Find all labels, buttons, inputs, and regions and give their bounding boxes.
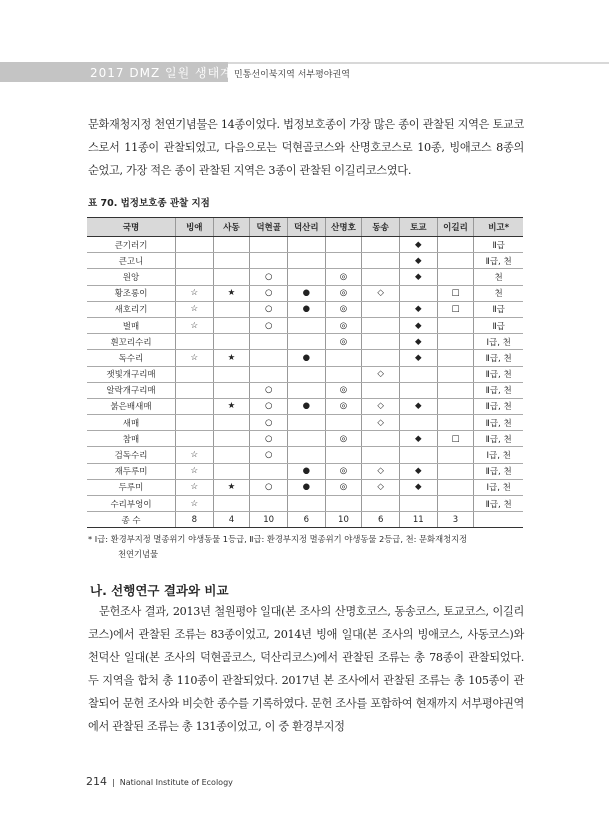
table-cell: ★ xyxy=(213,398,250,414)
footer-organization: National Institute of Ecology xyxy=(119,778,233,787)
table-cell: ◆ xyxy=(399,479,437,495)
table-cell xyxy=(362,382,400,398)
table-cell: Ⅰ급, 천 xyxy=(474,334,523,350)
table-cell: ◇ xyxy=(362,366,400,382)
table-cell xyxy=(474,512,523,528)
species-name-cell: 재두루미 xyxy=(87,463,176,479)
table-cell xyxy=(287,317,325,333)
table-cell: ☆ xyxy=(176,496,214,512)
species-name-cell: 붉은배새매 xyxy=(87,398,176,414)
column-header: 덕현골 xyxy=(250,218,288,237)
column-header: 덕산리 xyxy=(287,218,325,237)
table-cell: ◎ xyxy=(325,382,362,398)
table-cell: ◇ xyxy=(362,415,400,431)
table-cell xyxy=(213,431,250,447)
table-cell xyxy=(213,237,250,253)
footnote-continuation: 천연기념물 xyxy=(118,549,159,559)
table-row xyxy=(87,269,523,285)
table-cell: ◆ xyxy=(399,398,437,414)
table-cell: Ⅰ급, 천 xyxy=(474,447,523,463)
table-cell xyxy=(399,496,437,512)
table-cell: □ xyxy=(437,285,474,301)
table-cell xyxy=(287,431,325,447)
table-cell xyxy=(437,479,474,495)
table-cell xyxy=(437,350,474,366)
table-cell: ◎ xyxy=(325,398,362,414)
page-number: 214 xyxy=(86,775,107,788)
table-cell xyxy=(176,334,214,350)
table-footnote xyxy=(88,532,528,562)
table-cell: ○ xyxy=(250,398,288,414)
table-cell: ◆ xyxy=(399,237,437,253)
table-cell: ● xyxy=(287,285,325,301)
table-row xyxy=(87,317,523,333)
table-cell: 10 xyxy=(325,512,362,528)
table-cell: ○ xyxy=(250,269,288,285)
table-cell: ◇ xyxy=(362,479,400,495)
table-cell xyxy=(437,334,474,350)
species-name-cell: 새매 xyxy=(87,415,176,431)
table-cell: Ⅱ급, 천 xyxy=(474,253,523,269)
table-cell: ☆ xyxy=(176,350,214,366)
table-cell xyxy=(213,269,250,285)
table-cell: □ xyxy=(437,301,474,317)
table-cell: 6 xyxy=(287,512,325,528)
table-cell xyxy=(176,366,214,382)
table-cell xyxy=(399,382,437,398)
section-heading: 나. 선행연구 결과와 비교 xyxy=(90,583,229,598)
table-cell xyxy=(325,447,362,463)
table-cell: Ⅱ급, 천 xyxy=(474,398,523,414)
table-cell: ☆ xyxy=(176,463,214,479)
table-cell: ○ xyxy=(250,382,288,398)
table-cell xyxy=(213,317,250,333)
table-cell: ○ xyxy=(250,447,288,463)
table-row xyxy=(87,447,523,463)
table-cell xyxy=(250,350,288,366)
table-cell: ☆ xyxy=(176,285,214,301)
table-cell xyxy=(437,496,474,512)
table-row xyxy=(87,398,523,414)
column-header: 사동 xyxy=(213,218,250,237)
table-row xyxy=(87,350,523,366)
table-cell xyxy=(176,415,214,431)
table-cell: ◆ xyxy=(399,269,437,285)
column-header: 동송 xyxy=(362,218,400,237)
table-cell: ◇ xyxy=(362,463,400,479)
table-cell xyxy=(437,253,474,269)
table-cell xyxy=(325,350,362,366)
table-cell: ◎ xyxy=(325,463,362,479)
table-cell: Ⅰ급, 천 xyxy=(474,479,523,495)
header-divider xyxy=(228,62,609,64)
species-name-cell: 큰기러기 xyxy=(87,237,176,253)
table-cell: ★ xyxy=(213,350,250,366)
table-cell xyxy=(362,334,400,350)
table-cell: ★ xyxy=(213,479,250,495)
table-cell: ☆ xyxy=(176,447,214,463)
protected-species-table xyxy=(87,217,523,528)
table-cell xyxy=(213,496,250,512)
table-cell: ◇ xyxy=(362,398,400,414)
species-name-cell: 참매 xyxy=(87,431,176,447)
table-cell xyxy=(250,496,288,512)
table-cell xyxy=(287,269,325,285)
species-name-cell: 큰고니 xyxy=(87,253,176,269)
table-cell xyxy=(250,253,288,269)
table-cell xyxy=(437,366,474,382)
species-name-cell: 종 수 xyxy=(87,512,176,528)
table-cell xyxy=(176,253,214,269)
footer-separator: | xyxy=(112,778,115,787)
table-cell: 천 xyxy=(474,269,523,285)
table-cell: ● xyxy=(287,479,325,495)
table-cell: 11 xyxy=(399,512,437,528)
intro-paragraph: 문화재청지정 천연기념물은 14종이었다. 법정보호종이 가장 많은 종이 관찰된 지역은 토교코스로서 11종이 관찰되었고, 다음으로는 덕현골코스와 산명호코스로 10종, 빙애코스 8종의 순었고, 가장 적은 종이 관찰된 지역은 3종이 관찰된 이길리코스였다. xyxy=(88,118,524,177)
table-cell: ☆ xyxy=(176,317,214,333)
table-cell xyxy=(250,463,288,479)
header-subtitle: 민통선이북지역 서부평야권역 xyxy=(234,70,350,80)
table-row xyxy=(87,301,523,317)
table-cell xyxy=(362,447,400,463)
table-row xyxy=(87,415,523,431)
table-cell xyxy=(287,415,325,431)
table-cell: ● xyxy=(287,398,325,414)
column-header: 빙애 xyxy=(176,218,214,237)
table-caption: 표 70. 법정보호종 관찰 지점 xyxy=(88,198,210,209)
table-cell: Ⅱ급, 천 xyxy=(474,431,523,447)
table-cell: 6 xyxy=(362,512,400,528)
table-cell: ○ xyxy=(250,285,288,301)
table-cell: Ⅱ급 xyxy=(474,317,523,333)
table-cell xyxy=(213,253,250,269)
table-cell xyxy=(362,350,400,366)
table-cell xyxy=(362,496,400,512)
table-cell xyxy=(399,366,437,382)
table-cell: ☆ xyxy=(176,479,214,495)
table-cell xyxy=(213,447,250,463)
table-cell xyxy=(325,366,362,382)
table-cell: ◎ xyxy=(325,301,362,317)
table-cell xyxy=(437,317,474,333)
table-cell xyxy=(325,253,362,269)
species-name-cell: 검독수리 xyxy=(87,447,176,463)
table-cell: ☆ xyxy=(176,301,214,317)
table-cell: ◎ xyxy=(325,269,362,285)
table-cell xyxy=(437,415,474,431)
table-cell: ◎ xyxy=(325,431,362,447)
table-cell: Ⅱ급, 천 xyxy=(474,496,523,512)
table-cell xyxy=(250,334,288,350)
table-cell: ● xyxy=(287,350,325,366)
table-cell: ◆ xyxy=(399,253,437,269)
table-cell: Ⅱ급, 천 xyxy=(474,382,523,398)
table-cell xyxy=(213,301,250,317)
table-cell xyxy=(176,398,214,414)
page-footer xyxy=(86,775,233,788)
table-cell: ◆ xyxy=(399,463,437,479)
table-cell xyxy=(362,301,400,317)
table-cell: Ⅱ급, 천 xyxy=(474,350,523,366)
table-cell xyxy=(437,382,474,398)
table-cell xyxy=(287,496,325,512)
species-name-cell: 흰꼬리수리 xyxy=(87,334,176,350)
table-cell xyxy=(362,237,400,253)
table-row xyxy=(87,382,523,398)
species-name-cell: 알락개구리매 xyxy=(87,382,176,398)
table-cell: ● xyxy=(287,301,325,317)
table-cell xyxy=(437,398,474,414)
table-row xyxy=(87,431,523,447)
table-cell: ◆ xyxy=(399,350,437,366)
table-cell: ◆ xyxy=(399,431,437,447)
column-header: 이길리 xyxy=(437,218,474,237)
table-cell xyxy=(325,496,362,512)
table-row xyxy=(87,334,523,350)
species-name-cell: 원앙 xyxy=(87,269,176,285)
table-cell xyxy=(325,415,362,431)
table-cell xyxy=(437,447,474,463)
table-cell xyxy=(287,382,325,398)
table-cell xyxy=(213,366,250,382)
column-header: 산명호 xyxy=(325,218,362,237)
species-name-cell: 새호리기 xyxy=(87,301,176,317)
table-cell xyxy=(437,237,474,253)
table-row xyxy=(87,285,523,301)
species-name-cell: 독수리 xyxy=(87,350,176,366)
table-cell: ● xyxy=(287,463,325,479)
table-cell: ○ xyxy=(250,415,288,431)
table-cell: 10 xyxy=(250,512,288,528)
table-cell xyxy=(399,415,437,431)
table-cell xyxy=(213,463,250,479)
table-cell: 천 xyxy=(474,285,523,301)
table-row xyxy=(87,479,523,495)
table-cell: ◆ xyxy=(399,334,437,350)
table-cell xyxy=(362,317,400,333)
species-name-cell: 두루미 xyxy=(87,479,176,495)
table-cell: ◆ xyxy=(399,301,437,317)
section-paragraph: 문헌조사 결과, 2013년 철원평야 일대(본 조사의 산명호코스, 동송코스, 토교코스, 이길리코스)에서 관찰된 조류는 83종이었고, 2014년 빙애 일대(본 조사의 빙애코스, 사동코스)와 천덕산 일대(본 조사의 덕현골코스, 덕산리코스)에서 관찰된 조류는 총 78종이 관찰되었다. 두 지역을 합처 총 110종이 관찰되었다. 2017년 본 조사에서 관찰된 조류는 총 105종이 관찰되어 문헌 조사와 비슷한 종수를 기록하였다. 문헌 조사를 포함하여 현재까지 서부평야권역에서 관찰된 조류는 총 131종이었고, 이 중 환경부지정 xyxy=(88,605,524,733)
table-cell: ○ xyxy=(250,317,288,333)
species-name-cell: 수리부엉이 xyxy=(87,496,176,512)
table-cell xyxy=(176,269,214,285)
table-cell: ○ xyxy=(250,301,288,317)
table-cell xyxy=(287,334,325,350)
footnote-line: * Ⅰ급: 환경부지정 멸종위기 야생동물 1등급, Ⅱ급: 환경부지정 멸종위기 야생동물 2등급, 천: 문화재청지정 xyxy=(88,534,468,544)
table-cell xyxy=(287,237,325,253)
table-cell: ◎ xyxy=(325,334,362,350)
table-cell: Ⅱ급, 천 xyxy=(474,415,523,431)
table-cell xyxy=(362,431,400,447)
table-row xyxy=(87,253,523,269)
table-cell: ○ xyxy=(250,479,288,495)
table-cell: 8 xyxy=(176,512,214,528)
header-title: 2017 DMZ 일원 생태계 조사 xyxy=(90,66,263,80)
table-header-row xyxy=(87,218,523,237)
table-cell xyxy=(287,253,325,269)
table-cell: ★ xyxy=(213,285,250,301)
table-cell xyxy=(213,415,250,431)
table-cell: 4 xyxy=(213,512,250,528)
table-cell xyxy=(362,253,400,269)
table-row xyxy=(87,366,523,382)
table-cell xyxy=(176,431,214,447)
table-cell xyxy=(287,366,325,382)
table-cell xyxy=(213,334,250,350)
table-cell: ◆ xyxy=(399,317,437,333)
table-row xyxy=(87,237,523,253)
column-header: 토교 xyxy=(399,218,437,237)
table-cell xyxy=(213,382,250,398)
table-cell xyxy=(437,463,474,479)
table-cell xyxy=(250,237,288,253)
table-cell: ◎ xyxy=(325,479,362,495)
table-row xyxy=(87,496,523,512)
table-cell xyxy=(399,285,437,301)
column-header: 국명 xyxy=(87,218,176,237)
table-cell xyxy=(250,366,288,382)
table-cell: Ⅱ급, 천 xyxy=(474,366,523,382)
table-cell: ◎ xyxy=(325,285,362,301)
table-cell xyxy=(437,269,474,285)
column-header: 비고* xyxy=(474,218,523,237)
table-cell: 3 xyxy=(437,512,474,528)
table-cell xyxy=(325,237,362,253)
species-name-cell: 황조롱이 xyxy=(87,285,176,301)
table-cell xyxy=(176,382,214,398)
table-total-row xyxy=(87,512,523,528)
table-cell: ◎ xyxy=(325,317,362,333)
table-cell xyxy=(287,447,325,463)
table-cell: Ⅱ급, 천 xyxy=(474,463,523,479)
table-cell: Ⅱ급 xyxy=(474,301,523,317)
table-cell xyxy=(176,237,214,253)
table-row xyxy=(87,463,523,479)
species-name-cell: 잿빛개구리매 xyxy=(87,366,176,382)
table-cell: ◇ xyxy=(362,285,400,301)
species-name-cell: 벌매 xyxy=(87,317,176,333)
table-cell: □ xyxy=(437,431,474,447)
table-cell xyxy=(399,447,437,463)
table-cell: ○ xyxy=(250,431,288,447)
table-cell xyxy=(362,269,400,285)
table-cell: Ⅱ급 xyxy=(474,237,523,253)
